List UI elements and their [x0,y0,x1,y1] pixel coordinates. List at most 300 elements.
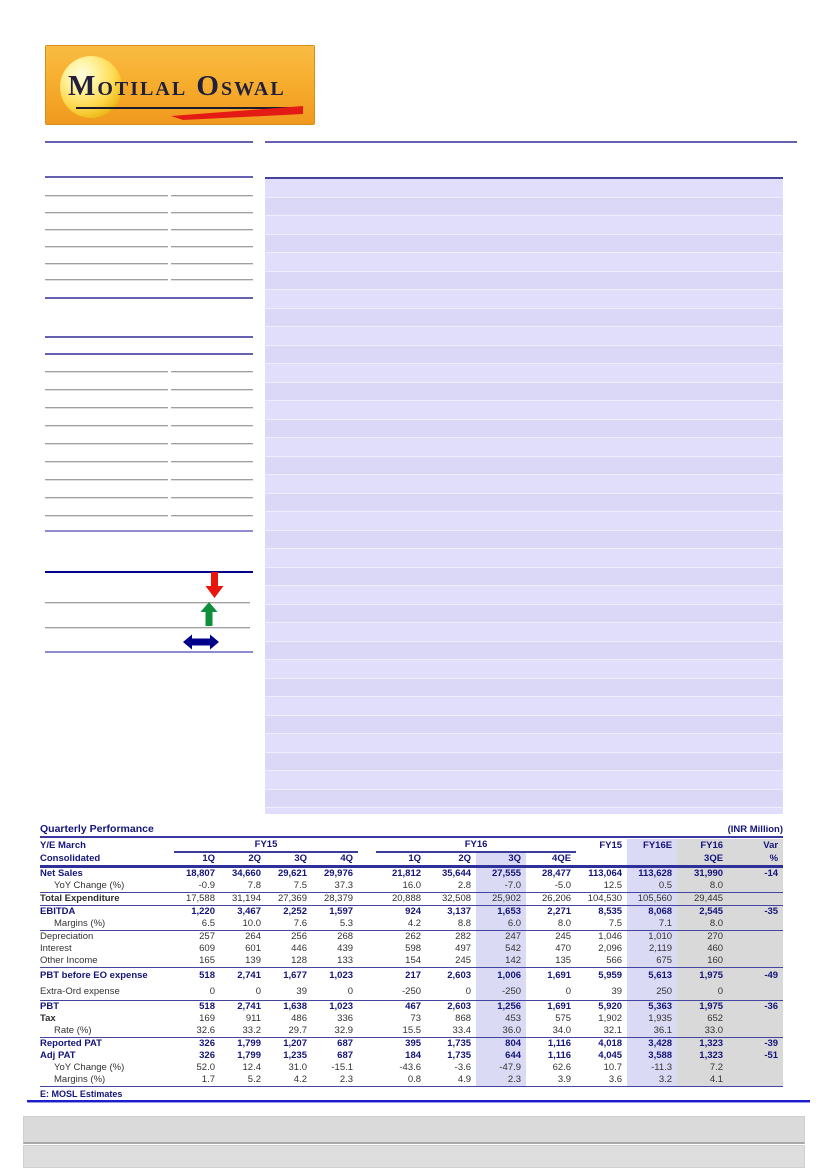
cell: 1,323 [677,1038,728,1051]
cell: 3.2 [627,1074,677,1087]
cell: -250 [476,984,526,1001]
cell: 264 [245,931,261,942]
cell: 1,799 [237,1038,261,1049]
red-swoosh-icon [171,104,303,122]
cell: 609 [199,943,215,954]
cell: 566 [576,955,627,968]
year-label: Y/E March [40,839,86,851]
cell: 8.0 [677,880,728,893]
col-fy16-3qe: 3QE [677,852,728,867]
placeholder-line [45,195,168,196]
cell: 0 [220,984,266,1001]
cell: 2,119 [627,943,677,955]
spacer [358,1062,376,1074]
spacer [358,893,376,906]
cell: 12.5 [576,880,627,893]
cell: 1,735 [447,1038,472,1049]
placeholder-line [45,407,168,408]
table-row [40,943,783,955]
cell: 257 [199,931,215,942]
cell: 25,902 [476,893,526,906]
cell: 1,691 [547,1001,572,1012]
placeholder-line [45,246,168,247]
annual-fy16-header: FY16 [677,839,728,852]
cell: 446 [291,943,307,954]
cell: -43.6 [399,1062,422,1073]
cell: 2,252 [283,906,307,917]
cell: 36.0 [476,1025,526,1038]
cell: 1,116 [547,1038,572,1049]
cell: 3,467 [237,906,261,917]
placeholder-line [45,353,253,355]
cell: 29,621 [277,868,307,879]
col-fy16-1q: 1Q [376,852,426,867]
cell: 33.0 [677,1025,728,1038]
cell: 1,046 [598,931,623,942]
cell: -49 [728,968,783,985]
stock-down-arrow-icon [204,572,225,600]
cell: 37.3 [312,880,358,893]
cell: 184 [405,1050,422,1061]
spacer [358,1074,376,1087]
cell: 1,799 [237,1050,261,1061]
table-row [40,1001,783,1014]
spacer [358,1013,376,1025]
cell: 2,741 [237,1001,261,1012]
bottom-rule [27,1100,810,1102]
cell: 0 [312,984,358,1001]
spacer [358,943,376,955]
row-label: Interest [40,943,72,954]
cell: 73 [410,1013,422,1024]
cell: 1,023 [329,970,354,981]
table-row [40,1038,783,1051]
row-label: Tax [40,1013,56,1024]
cell: 518 [199,970,215,981]
cell: 3,137 [447,906,472,917]
cell: 34.0 [526,1025,576,1038]
row-label: Margins (%) [40,1074,174,1087]
table-unit: (INR Million) [727,824,783,835]
cell: 1,207 [283,1038,307,1049]
spacer [358,1050,376,1062]
cell: 598 [405,943,422,954]
cell: 7.1 [627,918,677,931]
footer-bar [23,1116,805,1144]
cell: 32.6 [174,1025,220,1038]
annual-fy15-header: FY15 [599,839,623,851]
spacer [358,880,376,893]
table-row [40,867,783,881]
year-header-row [40,839,783,852]
col-annual-fy16e [627,852,677,867]
cell: 1,597 [329,906,354,917]
placeholder-line [45,651,253,653]
cell: 518 [199,1001,215,1012]
cell: 3,428 [627,1038,677,1051]
col-fy15-2q: 2Q [220,852,266,867]
placeholder-line [45,425,168,426]
cell: 245 [555,931,572,942]
placeholder-line [171,479,253,480]
cell: 3.6 [576,1074,627,1087]
placeholder-line [45,515,168,516]
cell: 4,018 [598,1038,623,1049]
table-row [40,918,783,931]
cell: 133 [312,955,358,968]
spacer [358,852,376,867]
cell: 16.0 [376,880,426,893]
cell: 7.2 [677,1062,728,1074]
placeholder-line [171,279,253,280]
cell: 0.8 [376,1074,426,1087]
spacer [358,906,376,919]
row-label: Reported PAT [40,1038,102,1049]
cell: 113,064 [588,868,623,879]
col-fy16-4qe: 4QE [526,852,576,867]
cell: 1,691 [547,970,572,981]
cell: -47.9 [476,1062,526,1074]
cell [728,984,783,1001]
cell: 10.0 [220,918,266,931]
cell: 8,535 [598,906,623,917]
spacer [358,839,376,852]
cell: -36 [728,1001,783,1014]
cell: 1,935 [627,1013,677,1025]
cell: 169 [199,1013,215,1024]
cell: 247 [476,931,526,944]
cell: 7.5 [576,918,627,931]
cell: 18,807 [185,868,215,879]
placeholder-line [171,229,253,230]
cell: -15.1 [331,1062,354,1073]
row-label: YoY Change (%) [54,1062,125,1073]
row-label: Total Expenditure [40,893,174,906]
table-row [40,1074,783,1087]
cell: 6.0 [476,918,526,931]
cell: 6.5 [174,918,220,931]
stock-up-arrow-icon [200,602,218,627]
placeholder-line [265,141,797,143]
cell: 33.4 [426,1025,476,1038]
cell: 2.3 [476,1074,526,1087]
cell: 154 [376,955,426,968]
cell: 687 [337,1038,354,1049]
cell: 1,256 [476,1001,526,1014]
cell: 7.8 [220,880,266,893]
placeholder-line [171,246,253,247]
cell: 486 [291,1013,307,1024]
cell: 1.7 [174,1074,220,1087]
table-title-bar [40,822,783,838]
placeholder-line [45,497,168,498]
content-placeholder [265,177,783,814]
cell [728,1074,783,1087]
placeholder-line [45,229,168,230]
cell: -7.0 [476,880,526,893]
table-body [40,867,783,1087]
cell: 644 [476,1050,526,1062]
cell: 4.9 [426,1074,476,1087]
cell: 3,588 [627,1050,677,1062]
cell [728,880,783,893]
cell: -11.3 [627,1062,677,1074]
placeholder-line [171,212,253,213]
footer-bar [23,1145,805,1168]
cell: 12.4 [242,1062,261,1073]
cell: 20,888 [376,893,426,906]
cell: 804 [476,1038,526,1051]
placeholder-line [45,279,168,280]
cell: 39 [266,984,312,1001]
cell: -0.9 [174,880,220,893]
placeholder-line [45,141,253,143]
placeholder-line [45,336,253,338]
cell: 0 [526,984,576,1001]
cell [728,918,783,931]
table-row [40,931,783,944]
quarterly-table [40,839,783,1087]
spacer [358,867,376,881]
col-fy15-4q: 4Q [312,852,358,867]
consolidated-label: Consolidated [40,852,174,867]
cell [728,1062,783,1074]
cell: 10.7 [603,1062,623,1073]
cell: 2,741 [237,970,261,981]
cell: 1,235 [283,1050,307,1061]
placeholder-line [171,461,253,462]
group-fy15: FY15 [174,839,358,852]
placeholder-line [171,407,253,408]
cell: 39 [576,984,627,1001]
cell: -51 [728,1050,783,1062]
cell: 7.5 [266,880,312,893]
cell: 2.3 [312,1074,358,1087]
cell: 2,545 [677,906,728,919]
table-footnote: E: MOSL Estimates [40,1089,123,1099]
cell: 7.6 [266,918,312,931]
cell: 336 [337,1013,354,1024]
cell: 128 [266,955,312,968]
cell [728,931,783,944]
placeholder-line [45,297,253,299]
cell: 105,560 [627,893,677,906]
table-row [40,893,783,906]
cell: 1,975 [677,1001,728,1014]
motilal-oswal-logo [45,45,315,125]
placeholder-line [45,263,168,264]
placeholder-line [45,530,253,532]
col-fy15-3q: 3Q [266,852,312,867]
cell: 1,323 [677,1050,728,1062]
cell: 142 [476,955,526,968]
cell: 28,379 [312,893,358,906]
cell: 282 [455,931,472,942]
row-label: Net Sales [40,868,83,879]
cell: 1,638 [283,1001,307,1012]
neutral-double-arrow-icon [183,634,219,650]
cell: 5.2 [220,1074,266,1087]
cell: 113,628 [627,867,677,881]
placeholder-line [45,479,168,480]
cell: 27,369 [266,893,312,906]
cell: 326 [199,1050,215,1061]
cell: 33.2 [220,1025,266,1038]
cell: 0 [426,984,476,1001]
cell [728,893,783,906]
cell: 32.9 [312,1025,358,1038]
cell: 8.0 [526,918,576,931]
cell: 470 [555,943,572,954]
spacer [358,1025,376,1038]
cell: 1,006 [476,968,526,985]
cell: 268 [337,931,354,942]
col-fy15-1q: 1Q [174,852,220,867]
cell: -39 [728,1038,783,1051]
cell: 1,735 [447,1050,472,1061]
placeholder-line [45,627,250,628]
cell: 1,902 [598,1013,623,1024]
cell: -14 [728,867,783,881]
placeholder-line [171,195,253,196]
cell: 135 [526,955,576,968]
cell: 2.8 [426,880,476,893]
quarter-header-row [40,852,783,867]
placeholder-line [171,515,253,516]
cell: 62.6 [552,1062,572,1073]
row-label: PBT [40,1001,59,1012]
cell: 5,920 [598,1001,623,1012]
row-label: EBITDA [40,906,76,917]
table-title: Quarterly Performance [40,823,154,835]
cell: 165 [174,955,220,968]
row-label: Extra-Ord expense [40,984,174,1001]
cell: 2,603 [447,970,472,981]
cell: 5,959 [598,970,623,981]
table-row [40,984,783,1001]
cell: 687 [337,1050,354,1061]
cell: 36.1 [627,1025,677,1038]
cell: 542 [476,943,526,955]
placeholder-line [171,371,253,372]
quarterly-performance-section [40,822,783,1099]
placeholder-line [45,443,168,444]
table-row [40,906,783,919]
cell: 262 [405,931,422,942]
cell: 911 [245,1013,261,1024]
cell: 439 [337,943,354,954]
col-var-pct: % [728,852,783,867]
cell: 28,477 [542,868,572,879]
cell: 497 [455,943,472,954]
logo-brand-text: Motilal Oswal [68,70,286,102]
cell: 15.5 [376,1025,426,1038]
cell: 4.2 [266,1074,312,1087]
cell: 139 [220,955,266,968]
spacer [358,931,376,944]
row-label: Adj PAT [40,1050,76,1061]
cell: 29,976 [323,868,354,879]
cell [728,1025,783,1038]
cell: 601 [245,943,261,954]
cell: 245 [426,955,476,968]
cell: 1,116 [547,1050,572,1061]
placeholder-line [45,461,168,462]
placeholder-line [45,389,168,390]
cell: 26,206 [526,893,576,906]
cell: 1,220 [191,906,215,917]
cell: 29,445 [677,893,728,906]
cell: 35,644 [441,868,472,879]
spacer [358,955,376,968]
var-header: Var [728,839,783,852]
placeholder-line [171,425,253,426]
cell: 160 [677,955,728,968]
cell: 675 [627,955,677,968]
cell: 1,677 [283,970,307,981]
table-row [40,1062,783,1074]
table-row [40,880,783,893]
cell: 3.9 [526,1074,576,1087]
cell: 652 [677,1013,728,1025]
cell: 4.2 [376,918,426,931]
cell: 34,660 [231,868,261,879]
cell: -35 [728,906,783,919]
cell: 17,588 [174,893,220,906]
cell [728,955,783,968]
cell: 326 [199,1038,215,1049]
table-row [40,1050,783,1062]
group-fy16: FY16 [376,839,576,852]
col-fy16-3q: 3Q [476,852,526,867]
placeholder-line [45,602,250,603]
table-row [40,1013,783,1025]
cell: 8,068 [627,906,677,919]
placeholder-line [45,212,168,213]
cell: 104,530 [576,893,627,906]
spacer [358,918,376,931]
cell: 27,555 [476,867,526,881]
placeholder-line [171,263,253,264]
annual-fy16e-header: FY16E [627,839,677,852]
cell: 5,613 [627,968,677,985]
row-label: Rate (%) [40,1025,174,1038]
cell: 0 [677,984,728,1001]
cell: 460 [677,943,728,955]
cell: 8.0 [677,918,728,931]
cell: 21,812 [391,868,422,879]
placeholder-line [171,497,253,498]
cell: 5,363 [627,1001,677,1014]
cell: -250 [376,984,426,1001]
cell: 467 [405,1001,422,1012]
cell: 52.0 [196,1062,215,1073]
cell: 4.1 [677,1074,728,1087]
table-row [40,955,783,968]
cell: -3.6 [454,1062,472,1073]
spacer [358,1038,376,1051]
cell [728,1013,783,1025]
cell: 270 [677,931,728,944]
cell: 575 [555,1013,572,1024]
cell: 31.0 [288,1062,307,1073]
cell: 453 [476,1013,526,1025]
cell: 2,271 [547,906,572,917]
cell: 5.3 [312,918,358,931]
placeholder-line [171,389,253,390]
cell: 1,653 [476,906,526,919]
cell: 0 [174,984,220,1001]
